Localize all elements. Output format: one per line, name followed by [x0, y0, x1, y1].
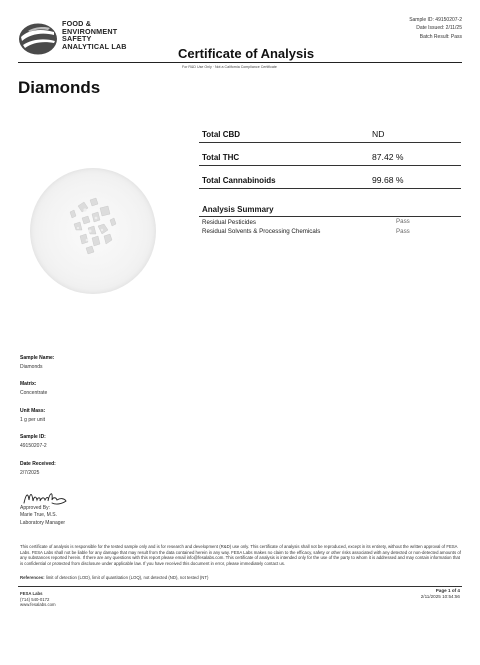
- analysis-item-label: Residual Solvents & Processing Chemicals: [202, 228, 321, 235]
- footer-company: FESA Labs: [20, 591, 43, 596]
- analysis-item-label: Residual Pesticides: [202, 219, 256, 226]
- total-thc-label: Total THC: [202, 153, 240, 162]
- total-cannabinoids-label: Total Cannabinoids: [202, 176, 276, 185]
- sample-name-label: Sample Name:: [20, 355, 55, 361]
- unit-mass-value: 1 g per unit: [20, 417, 46, 423]
- lab-name-line-2: ENVIRONMENT: [62, 26, 118, 36]
- lab-name-line-3: SAFETY: [62, 34, 92, 44]
- total-cannabinoids-value: 99.68 %: [372, 175, 404, 185]
- sample-name-value: Diamonds: [20, 364, 43, 370]
- footer-page-info: [421, 588, 460, 601]
- approval-block: [20, 505, 65, 527]
- product-name: Diamonds: [18, 78, 101, 97]
- matrix-label: Matrix:: [20, 381, 37, 387]
- sample-photo: [30, 168, 156, 294]
- date-received-value: 2/7/2025: [20, 470, 40, 476]
- header-divider: [18, 62, 462, 63]
- references: [20, 575, 208, 580]
- references-text: limit of detection (LOD), limit of quantitation (LOQ), not detected (ND), not tested (NT): [45, 575, 209, 580]
- sample-id-value: 49150207-2: [20, 443, 47, 449]
- sample-id-label: Sample ID:: [20, 434, 46, 440]
- matrix-value: Concentrate: [20, 390, 48, 396]
- summary-divider: [199, 188, 461, 189]
- sample-id-header: Sample ID: 49150207-2: [409, 17, 462, 23]
- approver-name: Marie True, M.S.: [20, 512, 57, 519]
- page-number: Page 1 of 4: [435, 588, 460, 593]
- date-received-label: Date Received:: [20, 461, 56, 467]
- analysis-summary-divider: [199, 216, 461, 217]
- unit-mass-label: Unit Mass:: [20, 408, 46, 414]
- analysis-summary-title: Analysis Summary: [202, 205, 274, 214]
- footer-contact: [20, 591, 56, 608]
- lab-name: [62, 20, 127, 50]
- total-thc-value: 87.42 %: [372, 152, 404, 162]
- date-issued: Date Issued: 2/11/25: [416, 25, 462, 32]
- footer-timestamp: 2/11/2025 10:54:56: [420, 594, 460, 600]
- total-cbd-value: ND: [372, 129, 385, 139]
- compliance-disclaimer: For R&D Use Only · Not a California Compliance Certificate: [182, 65, 277, 69]
- summary-divider: [199, 165, 461, 166]
- summary-divider: [199, 142, 461, 143]
- lab-name-line-4: ANALYTICAL LAB: [62, 41, 127, 51]
- analysis-item-result: Pass: [396, 218, 410, 225]
- references-label: References:: [20, 575, 45, 580]
- batch-result: Batch Result: Pass: [419, 33, 462, 40]
- lab-logo-icon: [18, 22, 58, 56]
- sample-crystals-image: [30, 168, 156, 294]
- report-meta: [409, 16, 462, 41]
- analysis-item-result: Pass: [396, 228, 410, 235]
- legal-disclaimer: This certificate of analysis is responsible for the tested sample only and is for research and development (R&D) use only. This certificate of analysis shall not be reproduced, except in its entirety, without the written approval of FESA Labs. FESA Labs shall not be liable for any damage that may result from the data contained herein in any way. FESA Labs makes no claim to the efficacy, safety or other risks associated with any detected or non-detected amounts of any substances reported herein. If there are any questions with this report please email info@fesalabs.com. This certificate of analysis is intended only for the use of the party to whom it is addressed and may contain information that is confidential or protected from disclosure under applicable law. If you have received this document in error, please immediately contact us.: [20, 544, 461, 566]
- total-cbd-label: Total CBD: [202, 130, 241, 139]
- approved-by-label: Approved By:: [20, 505, 51, 511]
- approver-role: Laboratory Manager: [20, 519, 66, 526]
- footer-phone: (714) 540-0172: [20, 596, 50, 602]
- lab-name-line-1: FOOD &: [62, 19, 92, 28]
- footer-divider: [18, 586, 462, 587]
- footer-website[interactable]: www.fesalabs.com: [20, 602, 56, 608]
- certificate-title: Certificate of Analysis: [178, 46, 315, 61]
